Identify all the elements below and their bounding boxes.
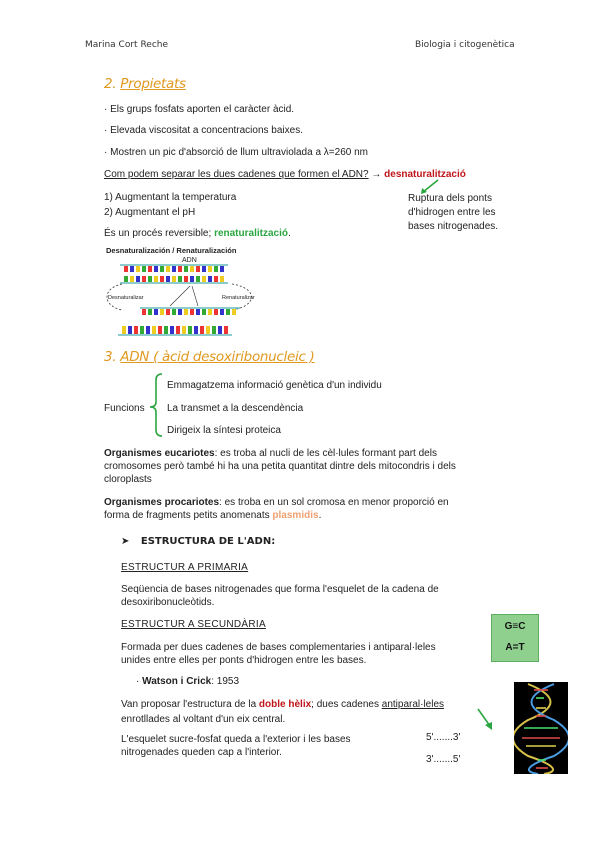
primary-structure-title: ESTRUCTUR A PRIMARIA bbox=[121, 562, 249, 573]
denaturation-term: desnaturalització bbox=[384, 169, 466, 180]
function-2: La transmet a la descendència bbox=[167, 403, 304, 414]
proposal-text: ; dues cadenes bbox=[311, 699, 379, 710]
section-3-title: ADN ( àcid desoxiribonucleic ) bbox=[120, 349, 315, 365]
figure-label-adn: ADN bbox=[182, 257, 197, 264]
note-line: d'hidrogen entre les bbox=[408, 207, 496, 218]
property-1: · Els grups fosfats aporten el caràcter àcid. bbox=[104, 104, 295, 115]
proposal-text: Van proposar l'estructura de la bbox=[121, 699, 257, 710]
figure-title: Desnaturalización / Renaturalización bbox=[106, 246, 237, 255]
section-2-heading bbox=[104, 76, 186, 92]
denaturation-figure bbox=[100, 262, 270, 342]
section-2-title: Propietats bbox=[120, 76, 186, 92]
primary-structure-text bbox=[121, 583, 439, 609]
functions-brace-icon bbox=[148, 372, 164, 438]
dna-strand-bottom bbox=[140, 308, 240, 315]
secondary-structure-text bbox=[121, 641, 436, 667]
section-3-number: 3. bbox=[104, 349, 117, 365]
secondary-structure-title: ESTRUCTUR A SECUNDÀRIA bbox=[121, 619, 266, 630]
method-2: 2) Augmentant el pH bbox=[104, 207, 196, 218]
note-line: bases nitrogenades. bbox=[408, 221, 499, 232]
pair-at: A=T bbox=[505, 642, 525, 653]
secondary-text-line: unides entre elles per ponts d'hidrogen entre les bases. bbox=[121, 655, 367, 666]
watson-year: : 1953 bbox=[211, 676, 240, 687]
prokaryotes-text: forma de fragments petits anomenats bbox=[104, 510, 270, 521]
secondary-text-line: Formada per dues cadenes de bases complementaries i antiparal·leles bbox=[121, 642, 436, 653]
period: . bbox=[287, 228, 291, 239]
structure-heading bbox=[121, 536, 275, 547]
antiparallel-term: antiparal·leles bbox=[381, 699, 445, 710]
dna-strand-top bbox=[120, 265, 228, 283]
prokaryotes-paragraph bbox=[104, 496, 504, 522]
period: . bbox=[318, 510, 322, 521]
denaturation-note bbox=[408, 192, 498, 234]
skeleton-text: L'esquelet sucre-fosfat queda a l'exterior i les bases bbox=[121, 734, 351, 745]
dna-helix-image bbox=[514, 682, 568, 774]
primary-text-line: desoxiribonucleòtids. bbox=[121, 597, 215, 608]
dna-strand-lower bbox=[118, 326, 232, 335]
eukaryotes-text: cromosomes però també hi ha una petita quantitat dintre dels mitocondris i dels bbox=[104, 461, 456, 472]
arrow-symbol: → bbox=[371, 169, 382, 180]
pair-gc: G≡C bbox=[504, 621, 526, 632]
plasmids-term: plasmidis bbox=[272, 510, 319, 521]
prokaryotes-text: : es troba en un sol cromosa en menor proporció en bbox=[219, 497, 449, 508]
author-name: Marina Cort Reche bbox=[85, 40, 169, 50]
figure-label-denature: Desnaturalizar bbox=[108, 295, 144, 301]
method-1: 1) Augmentant la temperatura bbox=[104, 192, 237, 203]
structure-title: ESTRUCTURA DE L'ADN: bbox=[140, 536, 276, 547]
reversible-line bbox=[104, 227, 291, 240]
strand-direction-2: 3'.......5' bbox=[426, 754, 461, 765]
reversible-text: És un procés reversible; bbox=[104, 228, 212, 239]
note-line: Ruptura dels ponts bbox=[408, 193, 492, 204]
structure-bullet-icon: ➤ bbox=[121, 536, 130, 547]
skeleton-paragraph bbox=[121, 733, 351, 759]
renaturation-term: renaturalització bbox=[214, 228, 288, 239]
subject-name: Biologia i citogenètica bbox=[415, 40, 515, 50]
double-helix-icon bbox=[514, 682, 568, 774]
separation-question: Com podem separar les dues cadenes que formen el ADN? bbox=[104, 169, 369, 180]
bullet-dot: · bbox=[136, 676, 140, 687]
section-2-number: 2. bbox=[104, 76, 117, 92]
function-1: Emmagatzema informació genètica d'un individu bbox=[167, 380, 382, 391]
eukaryotes-text: : es troba al nucli de les cèl·lules formant part dels bbox=[214, 448, 437, 459]
eukaryotes-label: Organismes eucariotes bbox=[104, 448, 215, 459]
functions-label: Funcions bbox=[104, 403, 145, 414]
double-helix-term: doble hèlix bbox=[258, 699, 312, 710]
base-pairs-box bbox=[491, 614, 539, 662]
helix-arrow-icon bbox=[470, 708, 500, 732]
eukaryotes-paragraph bbox=[104, 447, 504, 486]
skeleton-text: nitrogenades queden cap a l'interior. bbox=[121, 747, 282, 758]
section-3-heading bbox=[104, 349, 315, 365]
strand-direction-1: 5'.......3' bbox=[426, 732, 461, 743]
watson-crick: Watson i Crick bbox=[142, 676, 212, 687]
proposal-text: enrotllades al voltant d'un eix central. bbox=[121, 714, 286, 725]
figure-label-renature: Renaturalizar bbox=[222, 295, 255, 301]
separation-question-line bbox=[104, 168, 466, 181]
watson-crick-line bbox=[136, 675, 239, 688]
function-3: Dirigeix la síntesi proteica bbox=[167, 425, 281, 436]
primary-text-line: Seqüencia de bases nitrogenades que forma l'esquelet de la cadena de bbox=[121, 584, 439, 595]
eukaryotes-text: cloroplasts bbox=[104, 474, 152, 485]
property-3: · Mostren un pic d'absorció de llum ultraviolada a λ=260 nm bbox=[104, 147, 368, 158]
proposal-paragraph bbox=[121, 697, 444, 727]
property-2: · Elevada viscositat a concentracions baixes. bbox=[104, 125, 303, 136]
prokaryotes-label: Organismes procariotes bbox=[104, 497, 220, 508]
